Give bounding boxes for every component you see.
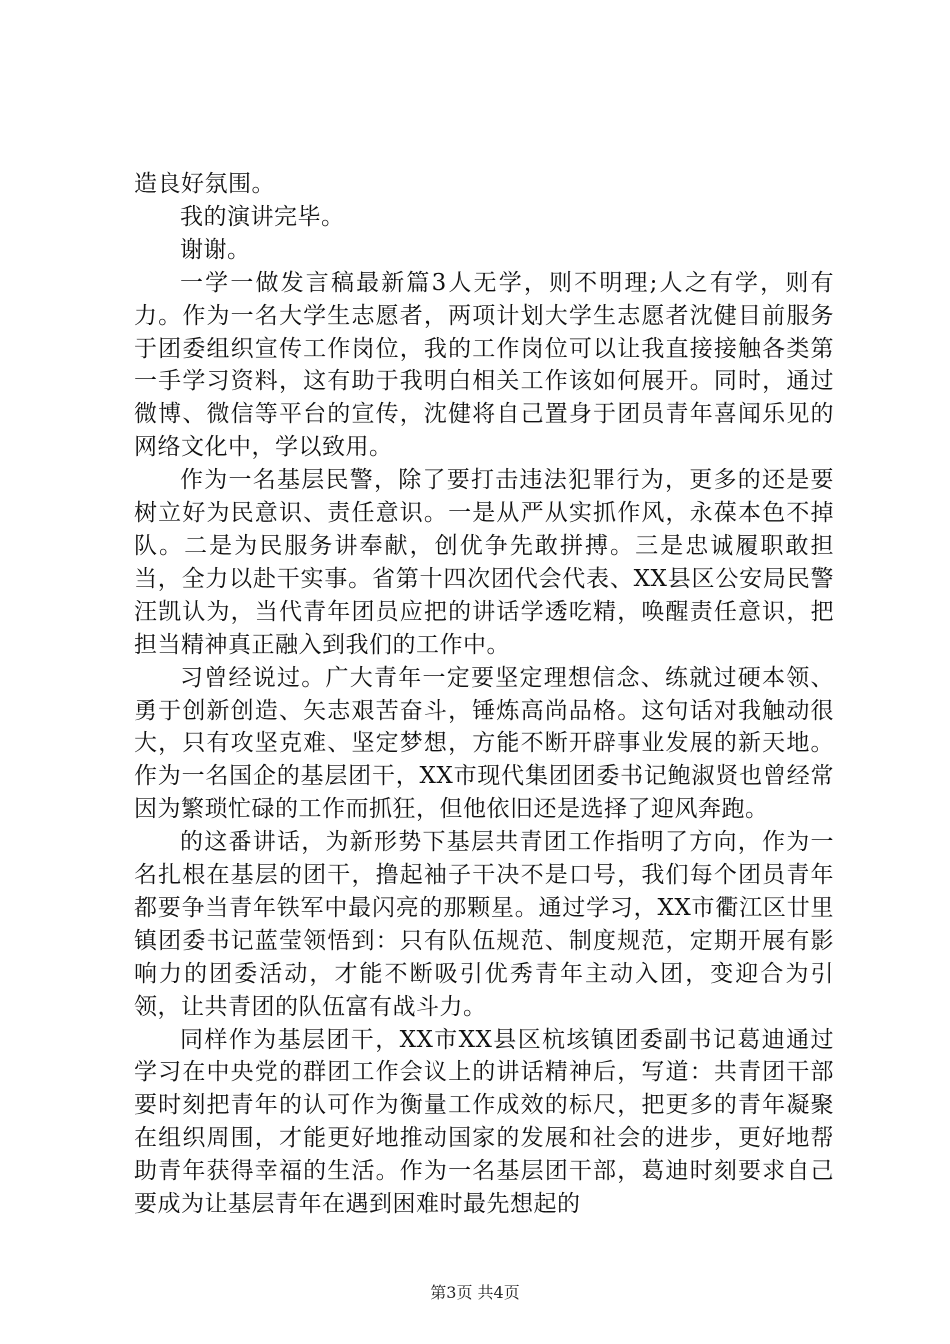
- page-footer: 第3页 共4页: [430, 1283, 520, 1302]
- document-body: [134, 168, 834, 1221]
- paragraph-8: 同样作为基层团干，XX市XX县区杭垓镇团委副书记葛迪通过学习在中央党的群团工作会议上的讲话精神后，写道：共青团干部要时刻把青年的认可作为衡量工作成效的标尺，把更多的青年凝聚在组织周围，才能更好地推动国家的发展和社会的进步，更好地帮助青年获得幸福的生活。作为一名基层团干部，葛迪时刻要求自己要成为让基层青年在遇到困难时最先想起的: [134, 1026, 834, 1218]
- paragraph-6: 习曾经说过。广大青年一定要坚定理想信念、练就过硬本领、勇于创新创造、矢志艰苦奋斗，锤炼高尚品格。这句话对我触动很大，只有攻坚克难、坚定梦想，方能不断开辟事业发展的新天地。作为一名国企的基层团干，XX市现代集团团委书记鲍淑贤也曾经常因为繁琐忙碌的工作而抓狂，但他依旧还是选择了迎风奔跑。: [134, 664, 834, 823]
- paragraph-4: 一学一做发言稿最新篇3人无学，则不明理;人之有学，则有力。作为一名大学生志愿者，两项计划大学生志愿者沈健目前服务于团委组织宣传工作岗位，我的工作岗位可以让我直接接触各类第一手学习资料，这有助于我明白相关工作该如何展开。同时，通过微博、微信等平台的宣传，沈健将自己置身于团员青年喜闻乐见的网络文化中，学以致用。: [134, 269, 834, 461]
- paragraph-3: 谢谢。: [180, 236, 251, 263]
- paragraph-1: 造良好氛围。: [134, 171, 275, 197]
- paragraph-2: 我的演讲完毕。: [180, 203, 345, 230]
- paragraph-7: 的这番讲话，为新形势下基层共青团工作指明了方向，作为一名扎根在基层的团干，撸起袖子干决不是口号，我们每个团员青年都要争当青年铁军中最闪亮的那颗星。通过学习，XX市衢江区廿里镇团委书记蓝莹领悟到：只有队伍规范、制度规范，定期开展有影响力的团委活动，才能不断吸引优秀青年主动入团，变迎合为引领，让共青团的队伍富有战斗力。: [134, 829, 834, 1020]
- paragraph-5: 作为一名基层民警，除了要打击违法犯罪行为，更多的还是要树立好为民意识、责任意识。一是从严从实抓作风，永葆本色不掉队。二是为民服务讲奉献，创优争先敢拼搏。三是忠诚履职敢担当，全力以赴干实事。省第十四次团代会代表、XX县区公安局民警汪凯认为，当代青年团员应把的讲话学透吃精，唤醒责任意识，把担当精神真正融入到我们的工作中。: [134, 467, 834, 658]
